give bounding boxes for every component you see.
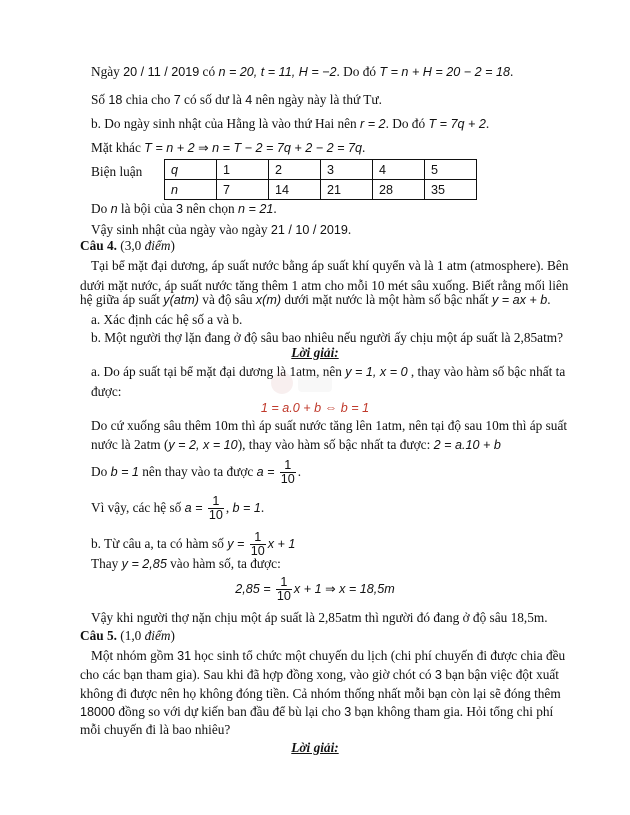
- table-cell: 14: [269, 180, 321, 200]
- table-row: [165, 180, 477, 200]
- table-cell: 7: [217, 180, 269, 200]
- question-4-part-a: a. Xác định các hệ số a và b.: [91, 312, 243, 327]
- question-5-text-line4: 18000 đồng so với dự kiến ban đầu để bù lại cho 3 bạn không tham gia. Hỏi tổng chi phí: [80, 704, 554, 719]
- fraction: $\frac{1}{10}$: [280, 458, 295, 487]
- table-cell: 2: [269, 160, 321, 180]
- solution-depth-line2: nước là 2atm (y = 2, x = 10), thay vào hàm số bậc nhất ta được: 2 = a.10 + b: [91, 437, 501, 452]
- table-cell: 5: [425, 160, 477, 180]
- solution-conclusion: Vậy khi người thợ nặn chịu một áp suất là 2,85atm thì người đó đang ở độ sâu 18,5m.: [91, 610, 548, 625]
- line-birthday-result: Vậy sinh nhật của ngày vào ngày 21 / 10 / 2019.: [91, 222, 352, 237]
- fraction: $\frac{1}{10}$: [250, 530, 265, 559]
- line-date-calc: Ngày 20 / 11 / 2019 có n = 20, t = 11, H = −2. Do đó T = n + H = 20 − 2 = 18.: [91, 64, 514, 79]
- line-bien-luan: Biện luận: [91, 164, 143, 179]
- table-cell: 21: [321, 180, 373, 200]
- question-5-text-line2: cho các bạn tham gia). Sau khi đã hợp đồng xong, vào giờ chót có 3 bạn bận việc đột xuất: [80, 667, 559, 682]
- solution-heading: Lời giải:: [291, 345, 339, 360]
- solution-coefficients: Vì vậy, các hệ số a = $\frac{1}{10}$ , b = 1.: [91, 494, 265, 523]
- q-n-table: [164, 159, 477, 200]
- solution-b-function: b. Từ câu a, ta có hàm số y = $\frac{1}{10}$ x + 1: [91, 530, 296, 559]
- solution-a-line1: a. Do áp suất tại bể mặt đại dương là 1atm, nên y = 1, x = 0 , thay vào hàm số bậc nhất ta: [91, 364, 566, 379]
- table-cell: 28: [373, 180, 425, 200]
- line-remainder: Số 18 chia cho 7 có số dư là 4 nên ngày này là thứ Tư.: [91, 92, 382, 107]
- question-5-text-line5: mỗi chuyến đi là bao nhiêu?: [80, 722, 231, 737]
- question-4-text-line2: dưới mặt nước, áp suất nước tăng thêm 1 atm cho mỗi 10 mét sâu xuống. Biết rằng mối liên: [80, 278, 569, 293]
- question-4-heading: Câu 4. (3,0 điểm): [80, 238, 175, 253]
- solution-heading-2: Lời giải:: [291, 740, 339, 755]
- question-4-text-line1: Tại bể mặt đại dương, áp suất nước bằng áp suất khí quyển và là 1 atm (atmosphere). Bên: [91, 258, 569, 273]
- watermark-logo: [268, 366, 338, 400]
- equation-depth-result: 2,85 = $\frac{1}{10}$ x + 1 ⇒ x = 18,5m: [235, 575, 395, 604]
- table-header-q: q: [165, 160, 217, 180]
- solution-a-value: Do b = 1 nên thay vào ta được a = $\frac{1}{10}$ .: [91, 458, 302, 487]
- table-header-n: n: [165, 180, 217, 200]
- fraction: $\frac{1}{10}$: [276, 575, 291, 604]
- question-4-part-b: b. Một người thợ lặn đang ở độ sâu bao nhiêu nếu người ấy chịu một áp suất là 2,85atm?: [91, 330, 564, 345]
- line-n-multiple-of-3: Do n là bội của 3 nên chọn n = 21.: [91, 201, 277, 216]
- table-cell: 4: [373, 160, 425, 180]
- question-4-text-line3: hệ giữa áp suất y(atm) và độ sâu x(m) dưới mặt nước là một hàm số bậc nhất y = ax + b.: [80, 292, 551, 307]
- question-5-text-line1: Một nhóm gồm 31 học sinh tổ chức một chuyến du lịch (chi phí chuyến đi được chia đều: [91, 648, 566, 663]
- table-cell: 3: [321, 160, 373, 180]
- solution-depth-line1: Do cứ xuống sâu thêm 10m thì áp suất nước tăng lên 1atm, nên tại độ sau 10m thì áp suất: [91, 418, 568, 433]
- question-5-text-line3: không đi được nên họ không đóng tiền. Cả nhóm thống nhất mỗi bạn còn lại sẽ đóng thêm: [80, 686, 561, 701]
- line-n-equals-7q: Mặt khác T = n + 2 ⇒ n = T − 2 = 7q + 2 − 2 = 7q.: [91, 140, 366, 155]
- table-cell: 1: [217, 160, 269, 180]
- table-cell: 35: [425, 180, 477, 200]
- fraction: $\frac{1}{10}$: [208, 494, 223, 523]
- solution-substitute: Thay y = 2,85 vào hàm số, ta được:: [91, 556, 281, 571]
- question-5-heading: Câu 5. (1,0 điểm): [80, 628, 175, 643]
- equation-b-equals-1: 1 = a.0 + b ⇔ b = 1: [260, 401, 370, 415]
- table-row: [165, 160, 477, 180]
- line-birthday-monday: b. Do ngày sinh nhật của Hằng là vào thứ Hai nên r = 2. Do đó T = 7q + 2.: [91, 116, 490, 131]
- solution-a-line2: được:: [91, 384, 122, 399]
